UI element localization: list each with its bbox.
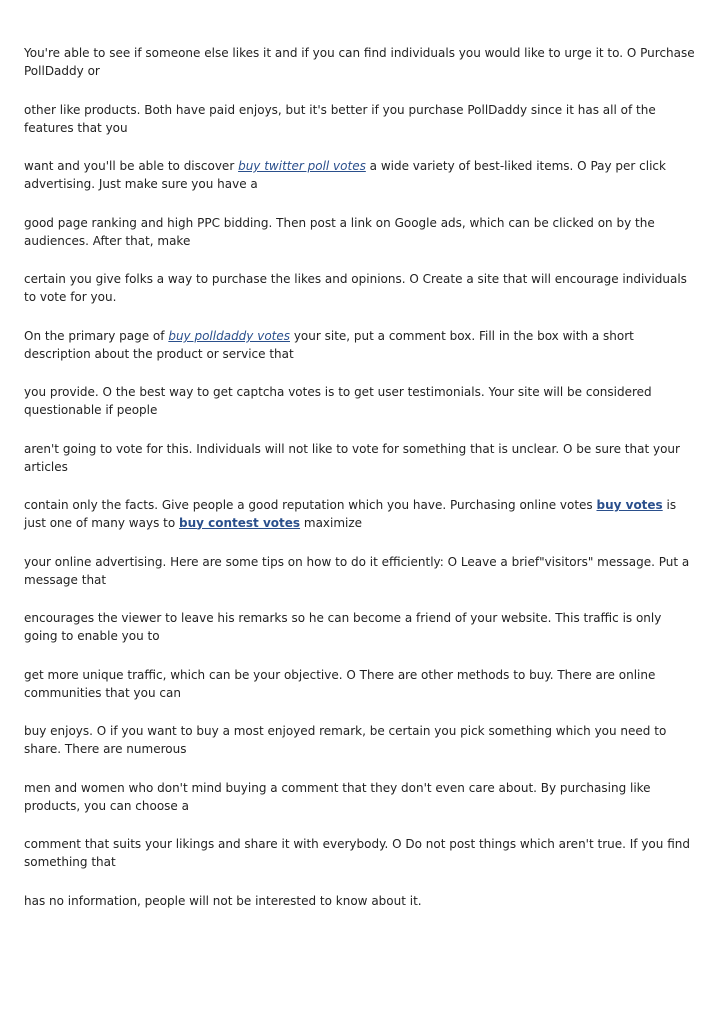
paragraph-text: certain you give folks a way to purchase the likes and opinions. O Create a site that will encourage individuals to vote for you. xyxy=(24,272,687,304)
paragraph-8 xyxy=(24,441,696,476)
paragraph-text: good page ranking and high PPC bidding. Then post a link on Google ads, which can be clicked on by the audiences. After that, make xyxy=(24,216,655,248)
paragraph-text: On the primary page of xyxy=(24,329,169,343)
paragraph-text: other like products. Both have paid enjoys, but it's better if you purchase PollDaddy since it has all of the features that you xyxy=(24,103,656,135)
link-buy-polldaddy-votes[interactable]: buy polldaddy votes xyxy=(168,329,290,343)
link-buy-votes[interactable]: buy votes xyxy=(596,498,663,512)
link-buy-contest-votes[interactable]: buy contest votes xyxy=(179,515,301,530)
paragraph-text: is just one of many ways to xyxy=(24,498,677,530)
paragraph-text: comment that suits your likings and share it with everybody. O Do not post things which aren't true. If you find something that xyxy=(24,837,690,869)
paragraph-text: has no information, people will not be interested to know about it. xyxy=(24,894,422,908)
paragraph-text: your online advertising. Here are some tips on how to do it efficiently: O Leave a brief"visitors" message. Put a message that xyxy=(24,555,690,587)
paragraph-15 xyxy=(24,836,696,871)
paragraph-2 xyxy=(24,102,696,137)
paragraph-6 xyxy=(24,328,696,363)
paragraph-text: you provide. O the best way to get captcha votes is to get user testimonials. Your site will be considered questionable if people xyxy=(24,385,652,417)
paragraph-13 xyxy=(24,723,696,758)
paragraph-7 xyxy=(24,384,696,419)
paragraph-10 xyxy=(24,554,696,589)
paragraph-text: You're able to see if someone else likes it and if you can find individuals you would like to urge it to. O Purchase PollDaddy or xyxy=(24,46,695,78)
paragraph-text: your site, put a comment box. Fill in the box with a short description about the product or service that xyxy=(24,329,634,361)
paragraph-1 xyxy=(24,45,696,80)
paragraph-text: maximize xyxy=(300,515,363,530)
paragraph-text: men and women who don't mind buying a comment that they don't even care about. By purchasing like products, you can choose a xyxy=(24,781,651,813)
paragraph-12 xyxy=(24,667,696,702)
paragraph-14 xyxy=(24,780,696,815)
paragraph-5 xyxy=(24,271,696,306)
paragraph-text: aren't going to vote for this. Individuals will not like to vote for something that is unclear. O be sure that your articles xyxy=(24,442,680,474)
paragraph-text: a wide variety of best-liked items. O Pay per click advertising. Just make sure you have a xyxy=(24,159,666,191)
paragraph-9 xyxy=(24,497,696,532)
paragraph-text: contain only the facts. Give people a good reputation which you have. Purchasing online votes xyxy=(24,498,597,512)
paragraph-11 xyxy=(24,610,696,645)
paragraph-16 xyxy=(24,893,696,911)
link-buy-twitter-poll-votes[interactable]: buy twitter poll votes xyxy=(238,159,366,173)
paragraph-text: buy enjoys. O if you want to buy a most enjoyed remark, be certain you pick something which you need to share. There are numerous xyxy=(24,724,667,756)
paragraph-text: encourages the viewer to leave his remarks so he can become a friend of your website. This traffic is only going to enable you to xyxy=(24,611,662,643)
paragraph-4 xyxy=(24,215,696,250)
paragraph-text: want and you'll be able to discover xyxy=(24,159,239,173)
paragraph-3 xyxy=(24,158,696,193)
paragraph-text: get more unique traffic, which can be your objective. O There are other methods to buy. There are online communities that you can xyxy=(24,668,656,700)
